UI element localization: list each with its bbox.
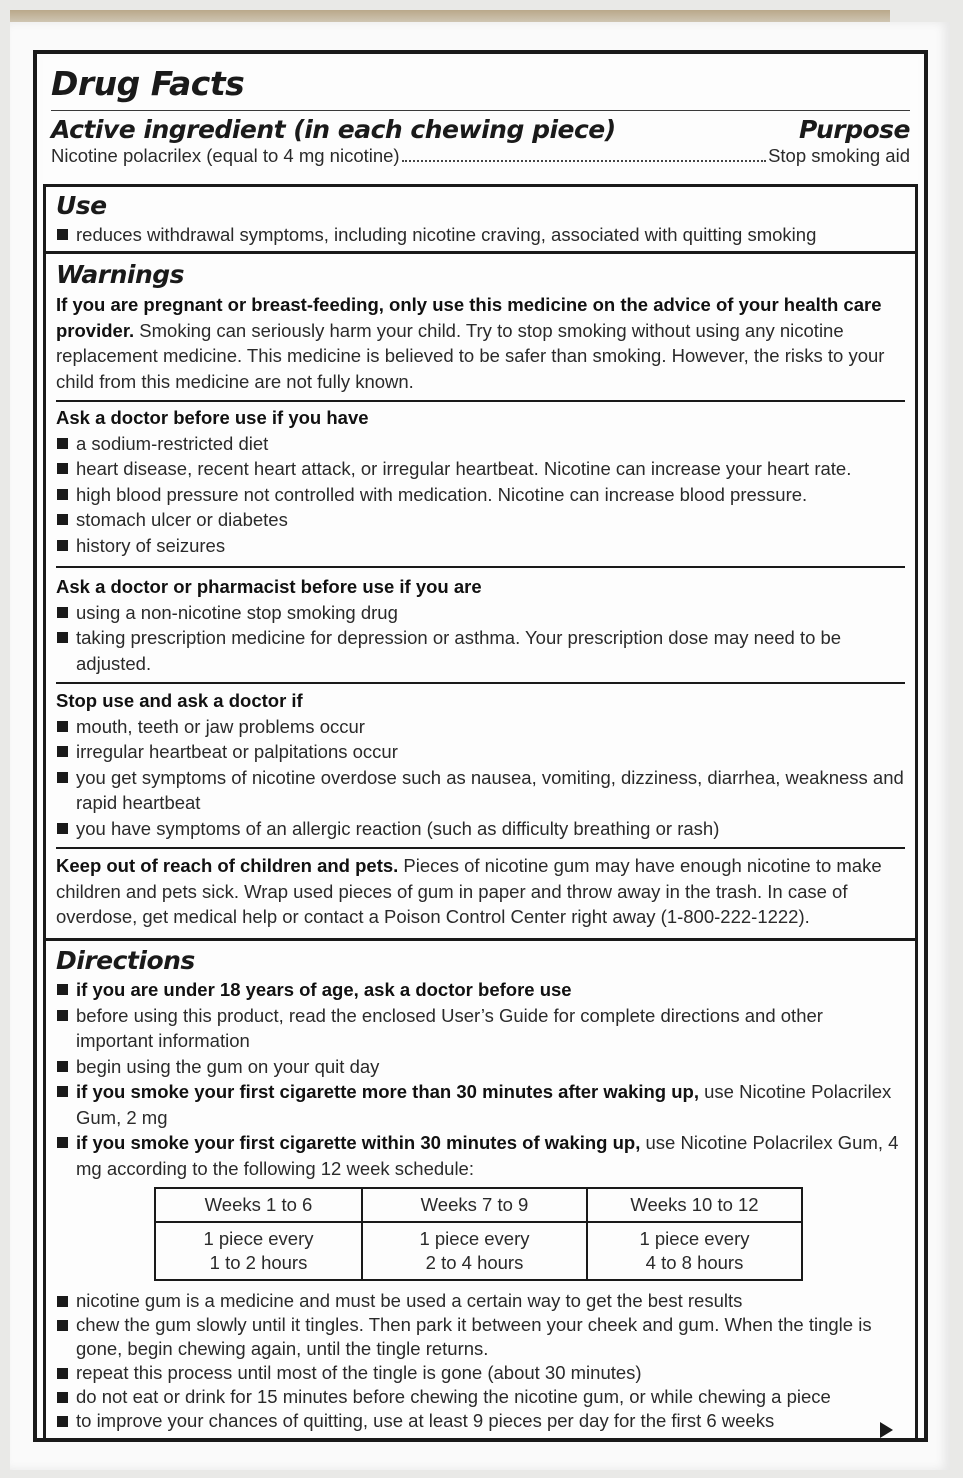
- list-item: chew the gum slowly until it tingles. Then park it between your cheek and gum. When the tingle is gone, begin chewing again, until the tingle returns.: [56, 1313, 905, 1361]
- page-title: Drug Facts: [51, 64, 245, 103]
- purpose-heading: Purpose: [799, 115, 910, 144]
- keep-out-bold: Keep out of reach of children and pets.: [56, 855, 399, 876]
- ask-pharmacist-heading: Ask a doctor or pharmacist before use if you are: [56, 576, 482, 597]
- table-header: Weeks 10 to 12: [587, 1188, 802, 1222]
- list-item: begin using the gum on your quit day: [56, 1054, 905, 1080]
- list-item: to improve your chances of quitting, use at least 9 pieces per day for the first 6 weeks: [56, 1409, 905, 1433]
- play-icon: [880, 1422, 893, 1438]
- use-section: [43, 184, 918, 254]
- list-item: using a non-nicotine stop smoking drug: [56, 600, 905, 626]
- ask-doctor-heading: Ask a doctor before use if you have: [56, 407, 369, 428]
- list-item: if you are under 18 years of age, ask a doctor before use: [56, 977, 905, 1003]
- list-item: before using this product, read the enclosed User’s Guide for complete directions and other important information: [56, 1003, 905, 1054]
- active-ingredient-section: [43, 58, 918, 188]
- direction-text: use Nicotine Polacrilex Gum, 2 mg: [76, 1081, 892, 1128]
- ingredient-text: Nicotine polacrilex (equal to 4 mg nicotine): [51, 145, 400, 166]
- purpose-text: Stop smoking aid: [768, 145, 910, 166]
- list-item: you get symptoms of nicotine overdose such as nausea, vomiting, dizziness, diarrhea, weakness and rapid heartbeat: [56, 765, 905, 816]
- drug-facts-panel: [33, 50, 928, 1442]
- table-row: [155, 1222, 802, 1280]
- table-header: Weeks 7 to 9: [362, 1188, 587, 1222]
- list-item: repeat this process until most of the tingle is gone (about 30 minutes): [56, 1361, 905, 1385]
- list-item: taking prescription medicine for depression or asthma. Your prescription dose may need to be adjusted.: [56, 625, 905, 676]
- list-item: you have symptoms of an allergic reaction (such as difficulty breathing or rash): [56, 816, 905, 842]
- active-ingredient-heading: Active ingredient (in each chewing piece): [51, 115, 616, 144]
- pregnancy-warning-bold: If you are pregnant or breast-feeding, only use this medicine on the advice of your health care provider.: [56, 294, 882, 341]
- use-heading: Use: [56, 191, 107, 220]
- list-item: stomach ulcer or diabetes: [56, 507, 905, 533]
- direction-bold: if you smoke your first cigarette more than 30 minutes after waking up,: [76, 1081, 699, 1102]
- list-item: [56, 1130, 905, 1181]
- list-item: history of seizures: [56, 533, 905, 559]
- table-cell: 1 piece every 1 to 2 hours: [155, 1222, 362, 1280]
- list-item: [56, 1079, 905, 1130]
- keep-out-text: Pieces of nicotine gum may have enough nicotine to make children and pets sick. Wrap used pieces of gum in paper and throw away in the trash. In case of overdose, get medical help or contact a Poison Control Center right away (1-800-222-1222).: [56, 855, 882, 927]
- table-row: [155, 1188, 802, 1222]
- list-item: mouth, teeth or jaw problems occur: [56, 714, 905, 740]
- keep-out-warning: [56, 853, 905, 930]
- directions-section: [43, 938, 918, 1442]
- table-cell: 1 piece every 4 to 8 hours: [587, 1222, 802, 1280]
- list-item: nicotine gum is a medicine and must be used a certain way to get the best results: [56, 1289, 905, 1313]
- list-item: irregular heartbeat or palpitations occur: [56, 739, 905, 765]
- list-item: do not eat or drink for 15 minutes before chewing the nicotine gum, or while chewing a piece: [56, 1385, 905, 1409]
- pregnancy-warning-text: Smoking can seriously harm your child. Try to stop smoking without using any nicotine replacement medicine. This medicine is believed to be safer than smoking. However, the risks to your child from this medicine are not fully known.: [56, 319, 885, 392]
- list-item: high blood pressure not controlled with medication. Nicotine can increase blood pressure.: [56, 482, 905, 508]
- warnings-section: [43, 251, 918, 941]
- direction-text: use Nicotine Polacrilex Gum, 4 mg according to the following 12 week schedule:: [76, 1132, 899, 1179]
- directions-heading: Directions: [56, 946, 195, 975]
- use-item: reduces withdrawal symptoms, including nicotine craving, associated with quitting smoking: [56, 222, 905, 248]
- list-item: a sodium-restricted diet: [56, 431, 905, 457]
- stop-use-heading: Stop use and ask a doctor if: [56, 690, 303, 711]
- table-header: Weeks 1 to 6: [155, 1188, 362, 1222]
- schedule-table: [154, 1187, 803, 1281]
- list-item: heart disease, recent heart attack, or irregular heartbeat. Nicotine can increase your heart rate.: [56, 456, 905, 482]
- pregnancy-warning: [56, 292, 905, 394]
- table-cell: 1 piece every 2 to 4 hours: [362, 1222, 587, 1280]
- direction-bold: if you smoke your first cigarette within 30 minutes of waking up,: [76, 1132, 641, 1153]
- warnings-heading: Warnings: [56, 260, 185, 289]
